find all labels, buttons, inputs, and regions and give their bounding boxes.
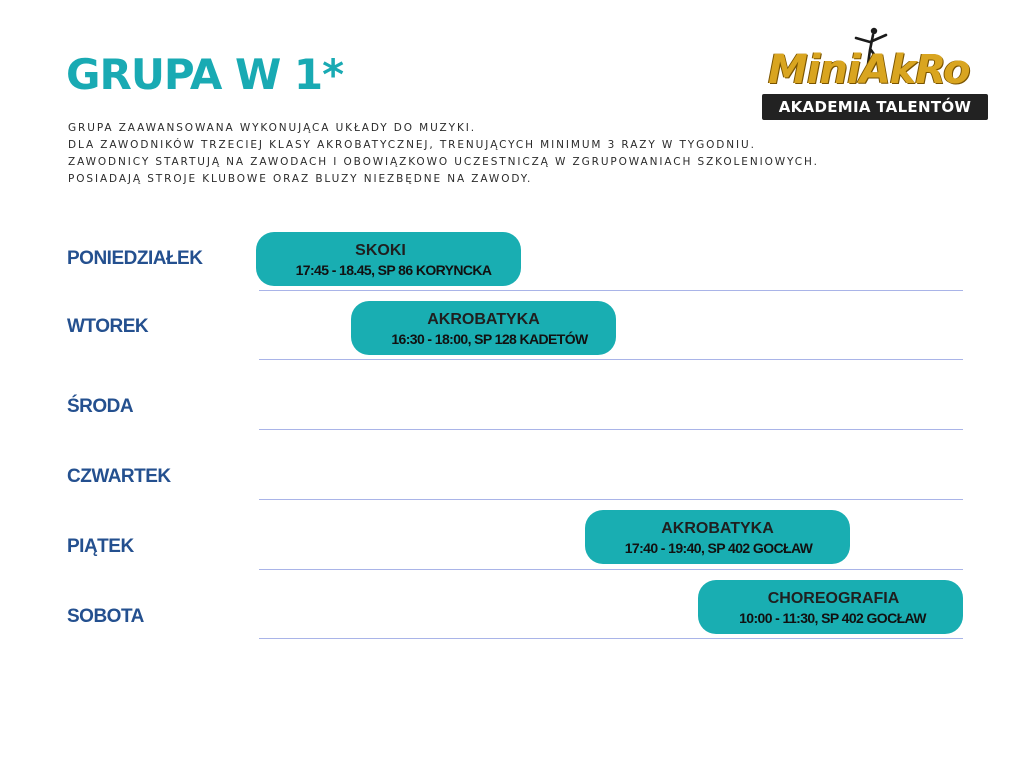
row-divider bbox=[259, 429, 963, 430]
row-divider bbox=[259, 499, 963, 500]
session-details: 17:45 - 18.45, SP 86 KORYNCKA bbox=[295, 262, 492, 278]
session-name: AKROBATYKA bbox=[661, 520, 774, 537]
description-line: ZAWODNICY STARTUJĄ NA ZAWODACH I OBOWIĄZKOWO UCZESTNICZĄ W ZGRUPOWANIACH SZKOLENIOWYCH. bbox=[68, 156, 819, 168]
logo-tagline: AKADEMIA TALENTÓW bbox=[762, 94, 988, 120]
day-label-tuesday: WTOREK bbox=[67, 316, 149, 337]
day-label-wednesday: ŚRODA bbox=[67, 396, 134, 417]
row-divider bbox=[259, 638, 963, 639]
day-label-monday: PONIEDZIAŁEK bbox=[67, 248, 203, 269]
session-monday bbox=[256, 232, 521, 286]
day-label-friday: PIĄTEK bbox=[67, 536, 134, 557]
session-details: 16:30 - 18:00, SP 128 KADETÓW bbox=[391, 331, 588, 347]
session-saturday bbox=[698, 580, 963, 634]
description-line: POSIADAJĄ STROJE KLUBOWE ORAZ BLUZY NIEZBĘDNE NA ZAWODY. bbox=[68, 173, 533, 185]
session-details: 17:40 - 19:40, SP 402 GOCŁAW bbox=[624, 540, 813, 556]
logo-brand: MiniAkRo bbox=[768, 47, 970, 93]
session-name: CHOREOGRAFIA bbox=[767, 590, 900, 607]
description-line: DLA ZAWODNIKÓW TRZECIEJ KLASY AKROBATYCZNEJ, TRENUJĄCYCH MINIMUM 3 RAZY W TYGODNIU. bbox=[68, 139, 756, 151]
session-details: 10:00 - 11:30, SP 402 GOCŁAW bbox=[739, 610, 926, 626]
session-tuesday bbox=[351, 301, 616, 355]
session-name: AKROBATYKA bbox=[427, 311, 540, 328]
page-title: GRUPA W 1* bbox=[66, 50, 344, 99]
row-divider bbox=[259, 290, 963, 291]
academy-logo bbox=[760, 26, 992, 122]
session-name: SKOKI bbox=[355, 242, 406, 259]
day-label-thursday: CZWARTEK bbox=[67, 466, 171, 487]
session-friday bbox=[585, 510, 850, 564]
row-divider bbox=[259, 359, 963, 360]
row-divider bbox=[259, 569, 963, 570]
description-line: GRUPA ZAAWANSOWANA WYKONUJĄCA UKŁADY DO MUZYKI. bbox=[68, 122, 476, 134]
group-description bbox=[68, 120, 948, 188]
day-label-saturday: SOBOTA bbox=[67, 606, 144, 627]
